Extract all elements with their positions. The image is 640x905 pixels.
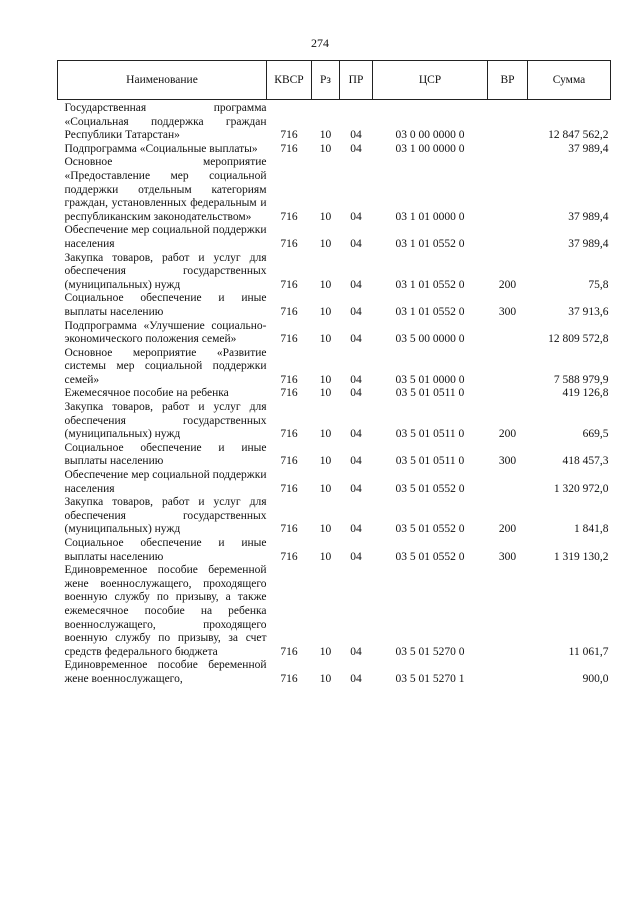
cell-pr: 04 xyxy=(350,142,362,155)
cell-name: Обеспечение мер социальной поддержки населения xyxy=(64,469,267,495)
cell-vr xyxy=(488,387,528,401)
cell-csr: 03 5 00 0000 0 xyxy=(395,333,465,346)
cell-name: Закупка товаров, работ и услуг для обеспечения государственных (муниципальных) нужд xyxy=(64,496,267,536)
cell-sum: 1 320 972,0 xyxy=(553,482,609,495)
cell-csr: 03 1 01 0000 0 xyxy=(395,210,465,223)
cell-name: Государственная программа «Социальная поддержка граждан Республики Татарстан» xyxy=(64,102,267,142)
cell-csr: 03 5 01 5270 1 xyxy=(395,672,465,685)
cell-vr xyxy=(488,320,528,347)
page-number: 274 xyxy=(311,36,329,50)
cell-kvsr: 716 xyxy=(280,645,298,658)
cell-kvsr: 716 xyxy=(280,237,298,250)
cell-name: Социальное обеспечение и иные выплаты населению xyxy=(64,441,267,468)
cell-kvsr: 716 xyxy=(280,455,298,468)
table-row xyxy=(58,320,611,347)
cell-name: Подпрограмма «Улучшение социально-экономического положения семей» xyxy=(64,319,267,346)
cell-vr: 200 xyxy=(498,428,517,441)
cell-sum: 669,5 xyxy=(582,428,609,441)
cell-pr: 04 xyxy=(350,387,362,400)
table-row xyxy=(58,387,611,401)
cell-vr: 200 xyxy=(498,278,517,291)
cell-sum: 900,0 xyxy=(582,672,609,685)
table-row xyxy=(58,659,611,686)
cell-rz: 10 xyxy=(319,428,332,441)
table-row xyxy=(58,292,611,319)
cell-name: Закупка товаров, работ и услуг для обеспечения государственных (муниципальных) нужд xyxy=(64,251,267,291)
header-sum: Сумма xyxy=(528,61,611,100)
cell-pr: 04 xyxy=(350,645,362,658)
cell-pr: 04 xyxy=(350,373,362,386)
cell-vr xyxy=(488,143,528,157)
table-row xyxy=(58,156,611,224)
cell-pr: 04 xyxy=(350,210,362,223)
cell-csr: 03 5 01 0511 0 xyxy=(395,455,465,468)
header-vr: ВР xyxy=(488,61,528,100)
cell-pr: 04 xyxy=(350,455,362,468)
cell-rz: 10 xyxy=(319,455,332,468)
cell-name: Социальное обеспечение и иные выплаты населению xyxy=(64,537,267,563)
cell-vr xyxy=(488,469,528,496)
cell-rz: 10 xyxy=(319,387,332,400)
cell-kvsr: 716 xyxy=(280,482,298,495)
cell-name: Подпрограмма «Социальные выплаты» xyxy=(64,142,258,155)
cell-sum: 7 588 979,9 xyxy=(553,373,609,386)
cell-sum: 75,8 xyxy=(588,278,609,291)
cell-vr xyxy=(488,564,528,659)
cell-name: Основное мероприятие «Предоставление мер социальной поддержки отдельным категориям граждан, установленных федеральным и республиканским законодательством» xyxy=(64,156,267,223)
cell-kvsr: 716 xyxy=(280,210,298,223)
cell-vr xyxy=(488,347,528,388)
cell-kvsr: 716 xyxy=(280,373,298,386)
table-row xyxy=(58,564,611,659)
cell-kvsr: 716 xyxy=(280,523,298,536)
table-row xyxy=(58,224,611,251)
cell-rz: 10 xyxy=(319,672,332,685)
cell-vr xyxy=(488,224,528,251)
table-row xyxy=(58,100,611,143)
cell-pr: 04 xyxy=(350,278,362,291)
cell-kvsr: 716 xyxy=(280,129,298,142)
header-csr: ЦСР xyxy=(373,61,488,100)
budget-table xyxy=(57,60,611,687)
cell-vr xyxy=(488,659,528,686)
cell-rz: 10 xyxy=(319,550,332,563)
cell-csr: 03 1 00 0000 0 xyxy=(395,142,465,155)
cell-name: Основное мероприятие «Развитие системы мер социальной поддержки семей» xyxy=(64,346,267,386)
cell-rz: 10 xyxy=(319,278,332,291)
cell-kvsr: 716 xyxy=(280,428,298,441)
cell-pr: 04 xyxy=(350,428,362,441)
cell-pr: 04 xyxy=(350,550,362,563)
table-row xyxy=(58,537,611,564)
cell-csr: 03 5 01 0552 0 xyxy=(395,550,465,563)
cell-name: Единовременное пособие беременной жене военнослужащего, проходящего военную службу по призыву, а также ежемесячное пособие на ребенка военнослужащего, проходящего военную службу по призыву, за счет средств федерального бюджета xyxy=(64,564,267,658)
cell-csr: 03 5 01 0552 0 xyxy=(395,523,465,536)
cell-pr: 04 xyxy=(350,305,362,318)
table-row xyxy=(58,496,611,537)
cell-csr: 03 5 01 0511 0 xyxy=(395,428,465,441)
cell-rz: 10 xyxy=(319,333,332,346)
cell-name: Обеспечение мер социальной поддержки населения xyxy=(64,224,267,250)
cell-pr: 04 xyxy=(350,482,362,495)
cell-vr xyxy=(488,100,528,143)
cell-csr: 03 1 01 0552 0 xyxy=(395,278,465,291)
cell-rz: 10 xyxy=(319,373,332,386)
cell-sum: 37 989,4 xyxy=(568,142,609,155)
cell-csr: 03 5 01 0511 0 xyxy=(395,387,465,400)
cell-rz: 10 xyxy=(319,142,332,155)
cell-kvsr: 716 xyxy=(280,672,298,685)
cell-name: Социальное обеспечение и иные выплаты населению xyxy=(64,292,267,318)
cell-pr: 04 xyxy=(350,129,362,142)
cell-csr: 03 1 01 0552 0 xyxy=(395,237,465,250)
cell-sum: 1 841,8 xyxy=(574,523,609,536)
cell-vr xyxy=(488,156,528,224)
table-row xyxy=(58,347,611,388)
cell-sum: 12 847 562,2 xyxy=(548,129,609,142)
cell-pr: 04 xyxy=(350,523,362,536)
cell-vr: 200 xyxy=(498,523,517,536)
cell-name: Единовременное пособие беременной жене военнослужащего, xyxy=(64,659,267,685)
table-body xyxy=(58,100,611,687)
table-header-row xyxy=(58,61,611,100)
cell-kvsr: 716 xyxy=(280,387,298,400)
cell-sum: 1 319 130,2 xyxy=(553,550,609,563)
cell-pr: 04 xyxy=(350,333,362,346)
cell-csr: 03 5 01 5270 0 xyxy=(395,645,465,658)
cell-sum: 419 126,8 xyxy=(562,387,609,400)
cell-rz: 10 xyxy=(319,523,332,536)
cell-sum: 37 913,6 xyxy=(568,305,609,318)
cell-name: Закупка товаров, работ и услуг для обеспечения государственных (муниципальных) нужд xyxy=(64,401,267,441)
table-row xyxy=(58,442,611,469)
cell-sum: 37 989,4 xyxy=(568,210,609,223)
cell-rz: 10 xyxy=(319,210,332,223)
cell-kvsr: 716 xyxy=(280,550,298,563)
cell-sum: 11 061,7 xyxy=(568,645,609,658)
header-name: Наименование xyxy=(58,61,267,100)
table-row xyxy=(58,252,611,293)
cell-kvsr: 716 xyxy=(280,142,298,155)
cell-rz: 10 xyxy=(319,305,332,318)
cell-rz: 10 xyxy=(319,482,332,495)
cell-name: Ежемесячное пособие на ребенка xyxy=(64,387,229,400)
cell-vr: 300 xyxy=(498,455,517,468)
cell-csr: 03 1 01 0552 0 xyxy=(395,305,465,318)
cell-kvsr: 716 xyxy=(280,305,298,318)
table-row xyxy=(58,401,611,442)
header-rz: Рз xyxy=(312,61,340,100)
table-row xyxy=(58,469,611,496)
cell-vr: 300 xyxy=(498,550,517,563)
cell-pr: 04 xyxy=(350,672,362,685)
cell-rz: 10 xyxy=(319,237,332,250)
cell-vr: 300 xyxy=(498,305,517,318)
cell-csr: 03 0 00 0000 0 xyxy=(395,129,465,142)
cell-kvsr: 716 xyxy=(280,333,298,346)
header-pr: ПР xyxy=(340,61,373,100)
cell-csr: 03 5 01 0000 0 xyxy=(395,373,465,386)
cell-rz: 10 xyxy=(319,129,332,142)
cell-pr: 04 xyxy=(350,237,362,250)
cell-kvsr: 716 xyxy=(280,278,298,291)
cell-rz: 10 xyxy=(319,645,332,658)
table-row xyxy=(58,143,611,157)
cell-sum: 418 457,3 xyxy=(562,455,609,468)
header-kvsr: КВСР xyxy=(267,61,312,100)
cell-csr: 03 5 01 0552 0 xyxy=(395,482,465,495)
cell-sum: 12 809 572,8 xyxy=(548,333,609,346)
cell-sum: 37 989,4 xyxy=(568,237,609,250)
